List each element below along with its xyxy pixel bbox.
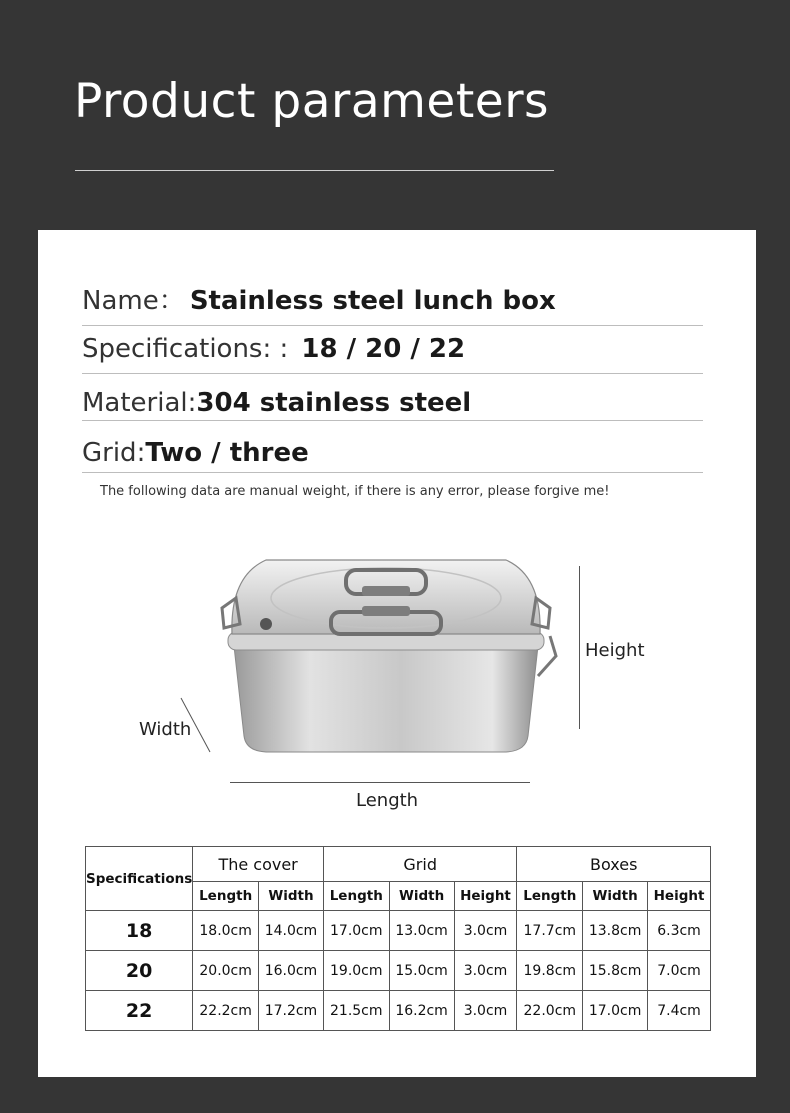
spec-key-material: Material:: [82, 388, 197, 418]
table-row: [86, 951, 711, 991]
subheader-cell: Length: [517, 882, 583, 911]
table-cell: 3.0cm: [454, 911, 517, 951]
spec-value-grid: Two / three: [145, 438, 309, 468]
disclaimer-note: The following data are manual weight, if there is any error, please forgive me!: [100, 484, 610, 499]
table-cell: 15.8cm: [583, 951, 648, 991]
spec-value-name: Stainless steel lunch box: [189, 286, 556, 316]
page-title: Product parameters: [74, 74, 550, 129]
table-cell: 17.2cm: [258, 991, 323, 1031]
height-guide-line: [579, 566, 580, 729]
table-cell: 19.0cm: [323, 951, 389, 991]
subheader-cell: Width: [389, 882, 454, 911]
group-header-cover: The cover: [193, 847, 324, 882]
table-cell: 13.0cm: [389, 911, 454, 951]
lunch-box-image: [206, 546, 566, 756]
spec-cell: 20: [86, 951, 193, 991]
spec-row-material: [82, 390, 703, 421]
length-guide-line: [230, 782, 530, 783]
table-cell: 18.0cm: [193, 911, 259, 951]
spec-value-material: 304 stainless steel: [196, 388, 472, 418]
table-cell: 17.7cm: [517, 911, 583, 951]
spec-row-grid: [82, 440, 703, 473]
spec-value-specifications: 18 / 20 / 22: [301, 334, 466, 364]
width-label: Width: [139, 719, 192, 740]
table-cell: 15.0cm: [389, 951, 454, 991]
table-cell: 19.8cm: [517, 951, 583, 991]
table-row: [86, 991, 711, 1031]
table-cell: 3.0cm: [454, 991, 517, 1031]
table-cell: 7.4cm: [648, 991, 711, 1031]
spec-row-name: [82, 288, 703, 326]
subheader-cell: Length: [323, 882, 389, 911]
subheader-cell: Width: [258, 882, 323, 911]
spec-column-header: Specifications: [86, 847, 193, 911]
table-cell: 16.0cm: [258, 951, 323, 991]
table-cell: 3.0cm: [454, 951, 517, 991]
table-cell: 16.2cm: [389, 991, 454, 1031]
table-cell: 14.0cm: [258, 911, 323, 951]
spec-row-specifications: [82, 336, 703, 374]
table-cell: 13.8cm: [583, 911, 648, 951]
parameters-table: [85, 846, 711, 1031]
table-cell: 17.0cm: [583, 991, 648, 1031]
group-header-boxes: Boxes: [517, 847, 711, 882]
table-group-header: [86, 847, 711, 882]
spec-key-name: Name：: [82, 286, 185, 316]
height-label: Height: [585, 640, 645, 661]
subheader-cell: Height: [648, 882, 711, 911]
table-cell: 20.0cm: [193, 951, 259, 991]
subheader-cell: Height: [454, 882, 517, 911]
spec-cell: 22: [86, 991, 193, 1031]
group-header-grid: Grid: [323, 847, 517, 882]
table-cell: 6.3cm: [648, 911, 711, 951]
table-cell: 22.2cm: [193, 991, 259, 1031]
header-divider: [75, 170, 554, 171]
table-row: [86, 911, 711, 951]
subheader-cell: Width: [583, 882, 648, 911]
table-cell: 17.0cm: [323, 911, 389, 951]
spec-cell: 18: [86, 911, 193, 951]
table-cell: 7.0cm: [648, 951, 711, 991]
table-cell: 21.5cm: [323, 991, 389, 1031]
subheader-cell: Length: [193, 882, 259, 911]
length-label: Length: [356, 790, 419, 811]
parameters-card: [38, 230, 756, 1077]
spec-key-grid: Grid:: [82, 438, 146, 468]
table-cell: 22.0cm: [517, 991, 583, 1031]
spec-key-specifications: Specifications: :: [82, 334, 289, 364]
